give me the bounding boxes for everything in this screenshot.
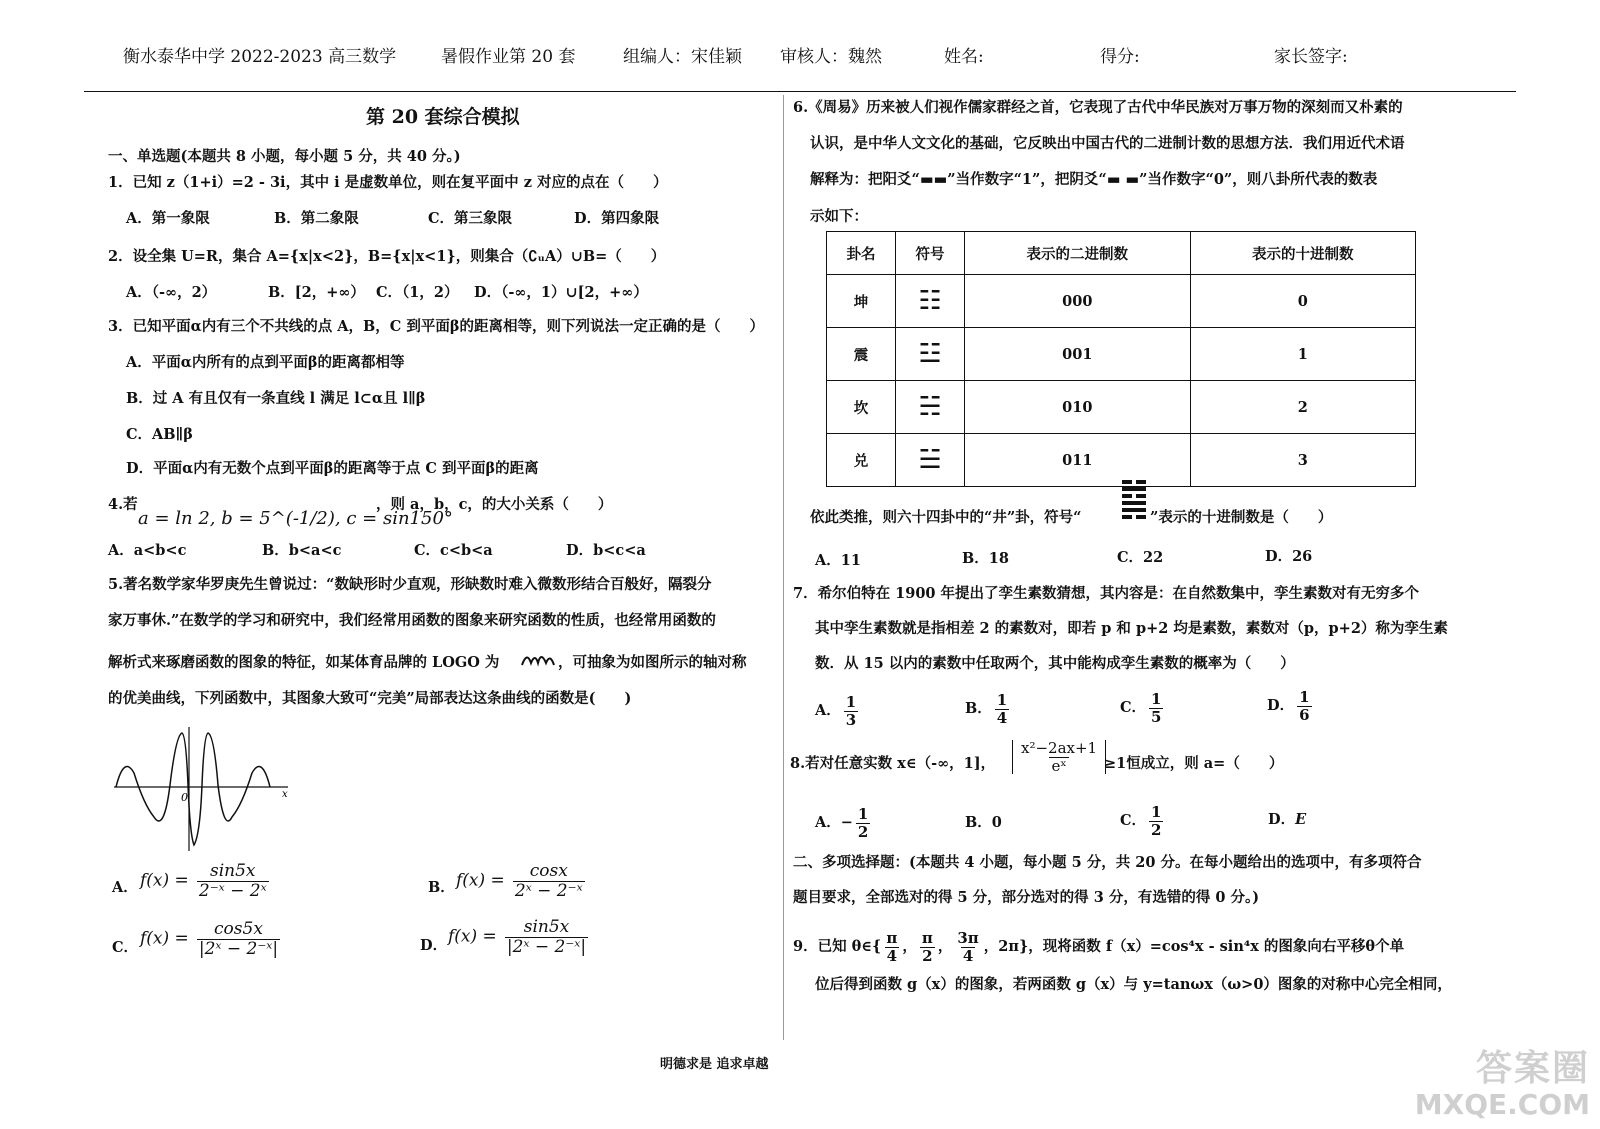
page-footer-motto: 明德求是 追求卓越 — [660, 1057, 769, 1072]
bagua-table — [826, 231, 1416, 487]
question-3: 3．已知平面α内有三个不共线的点 A，B，C 到平面β的距离相等，则下列说法一定正确的是（ ） — [108, 318, 765, 335]
question-7-line-2: 其中孪生素数就是指相差 2 的素数对，即若 p 和 p+2 均是素数，素数对（p，p+2）称为孪生素 — [815, 620, 1448, 637]
q5-option-d-label: D． — [420, 937, 448, 954]
q3-option-d: D．平面α内有无数个点到平面β的距离等于点 C 到平面β的距离 — [126, 460, 539, 477]
q4-option-a: A．a<b<c — [108, 542, 187, 559]
gua-binary: 000 — [965, 275, 1190, 328]
question-4-prefix: 4.若 — [108, 496, 138, 513]
assignment-label: 暑假作业第 20 套 — [441, 47, 576, 67]
q1-option-d: D．第四象限 — [574, 210, 660, 227]
q1-option-c: C．第三象限 — [428, 210, 513, 227]
section-multi-choice-line-1: 二、多项选择题：(本题共 4 小题，每小题 5 分，共 20 分。在每小题给出的选项中，有多项符合 — [793, 854, 1422, 871]
page-title: 第 20 套综合模拟 — [366, 106, 520, 128]
parent-signature-label: 家长签字: — [1274, 47, 1348, 67]
q4-option-d: D．b<c<a — [566, 542, 646, 559]
question-5-line-2: 家万事休.”在数学的学习和研究中，我们经常用函数的图象来研究函数的性质，也经常用函数的 — [108, 612, 716, 629]
watermark: 答案圈 MXQE.COM — [1414, 1048, 1590, 1121]
page-header — [0, 38, 1600, 68]
question-8-abs-fraction: $\frac{\text{x²−2ax+1}}{\text{eˣ}}$ — [1012, 740, 1106, 774]
q5-option-d: f(x) = $\frac{\sin 5x}{\text{|2ˣ − 2⁻ˣ|}}$ — [448, 917, 587, 957]
question-6-line-2: 认识，是中华人文文化的基础，它反映出中国古代的二进制计数的思想方法．我们用近代术语 — [810, 135, 1405, 152]
gua-name: 震 — [827, 328, 896, 381]
table-header-cell: 表示的十进制数 — [1190, 232, 1415, 275]
question-5-line-3b: ，可抽象为如图所示的轴对称 — [558, 654, 747, 671]
reviewer-label: 审核人：魏然 — [780, 47, 882, 67]
q5-option-b: f(x) = $\frac{\cos x}{\text{2ˣ − 2⁻ˣ}}$ — [456, 861, 583, 901]
gua-name: 坤 — [827, 275, 896, 328]
gua-name: 坎 — [827, 381, 896, 434]
q2-option-d: D．（-∞，1）∪[2，+∞） — [474, 284, 648, 301]
q3-option-b: B．过 A 有且仅有一条直线 l 满足 l⊂α且 l∥β — [126, 390, 426, 407]
q5-option-c: f(x) = $\frac{\cos 5x}{\text{|2ˣ − 2⁻ˣ|}}$ — [140, 919, 279, 959]
school-label: 衡水泰华中学 2022-2023 高三数学 — [123, 47, 397, 67]
q8-option-b: B．0 — [965, 814, 1002, 831]
trigram-zhen-icon: ☳ — [896, 328, 965, 381]
q7-option-a: A． $\frac{1}{3}$ — [815, 693, 857, 729]
gua-binary: 010 — [965, 381, 1190, 434]
gua-binary: 011 — [965, 434, 1190, 487]
question-8-prefix: 8.若对任意实数 x∈（-∞，1]， — [790, 755, 996, 772]
q3-option-a: A．平面α内所有的点到平面β的距离都相等 — [126, 354, 405, 371]
table-row — [827, 381, 1416, 434]
table-header-row — [827, 232, 1416, 275]
gua-name: 兑 — [827, 434, 896, 487]
question-5-line-3a: 解析式来琢磨函数的图象的特征，如某体育品牌的 LOGO 为 — [108, 654, 500, 671]
trigram-dui-icon: ☱ — [896, 434, 965, 487]
question-4-suffix: ，则 a，b，c，的大小关系（ ） — [376, 496, 613, 513]
q5-option-c-label: C． — [112, 939, 139, 956]
question-6-line-1: 6.《周易》历来被人们视作儒家群经之首，它表现了古代中华民族对万事万物的深刻而又朴素的 — [793, 99, 1403, 116]
q6-option-c: C．22 — [1117, 549, 1164, 566]
origin-label: 0 — [181, 791, 188, 804]
section-multi-choice-line-2: 题目要求，全部选对的得 5 分，部分选对的得 3 分，有选错的得 0 分。) — [793, 889, 1260, 906]
table-header-cell: 卦名 — [827, 232, 896, 275]
header-divider — [84, 91, 1516, 92]
question-8-suffix: ≥1恒成立，则 a=（ ） — [1104, 755, 1284, 772]
question-7-line-3: 数．从 15 以内的素数中任取两个，其中能构成孪生素数的概率为（ ） — [815, 655, 1295, 672]
q1-option-b: B．第二象限 — [274, 210, 359, 227]
gua-decimal: 0 — [1190, 275, 1415, 328]
section-single-choice: 一、单选题(本题共 8 小题，每小题 5 分，共 40 分。) — [108, 148, 461, 165]
table-header-cell: 表示的二进制数 — [965, 232, 1190, 275]
q4-option-b: B．b<a<c — [262, 542, 342, 559]
q3-option-c: C．AB∥β — [126, 426, 193, 443]
gua-decimal: 1 — [1190, 328, 1415, 381]
question-6-line-3: 解释为：把阳爻“▬▬”当作数字“1”，把阴爻“▬ ▬”当作数字“0”，则八卦所代表的数表 — [810, 171, 1378, 188]
question-1: 1．已知 z（1+i）=2 - 3i，其中 i 是虚数单位，则在复平面中 z 对应的点在（ ） — [108, 174, 668, 191]
q5-option-a-label: A． — [112, 879, 138, 896]
question-6-tail-b: ”表示的十进制数是（ ） — [1150, 509, 1333, 526]
q8-option-d: D．E — [1268, 811, 1307, 828]
q5-curve — [116, 733, 270, 845]
hexagram-jing-icon — [1120, 478, 1148, 522]
question-6-tail-a: 依此类推，则六十四卦中的“井”卦，符号“ — [810, 509, 1082, 526]
question-2: 2．设全集 U=R，集合 A={x|x<2}，B={x|x<1}，则集合（∁ᵤA）∪B=（ ） — [108, 248, 666, 265]
question-6-line-4: 示如下： — [810, 208, 868, 225]
q6-option-a: A．11 — [815, 552, 861, 569]
question-5-line-4: 的优美曲线，下列函数中，其图象大致可“完美”局部表达这条曲线的函数是( ) — [108, 690, 632, 707]
question-5-line-1: 5.著名数学家华罗庚先生曾说过：“数缺形时少直观，形缺数时难入微数形结合百般好，隔裂分 — [108, 576, 712, 593]
q8-option-a: A．− $\frac{1}{2}$ — [815, 805, 869, 841]
q8-option-c: C． $\frac{1}{2}$ — [1120, 803, 1162, 839]
table-row — [827, 275, 1416, 328]
q4-option-c: C．c<b<a — [414, 542, 493, 559]
q5-curve-graph — [112, 725, 292, 855]
question-4-expression: a = ln 2, b = 5^(-1/2), c = sin150° — [138, 508, 453, 529]
q5-option-b-label: B． — [428, 879, 455, 896]
trigram-kan-icon: ☵ — [896, 381, 965, 434]
q2-option-a: A．（-∞，2） — [126, 284, 217, 301]
question-9-line-2: 位后得到函数 g（x）的图象，若两函数 g（x）与 y=tanωx（ω>0）图象的对称中心完全相同， — [815, 976, 1452, 993]
trigram-kun-icon: ☷ — [896, 275, 965, 328]
gua-decimal: 2 — [1190, 381, 1415, 434]
q7-option-b: B． $\frac{1}{4}$ — [965, 691, 1008, 727]
question-7-line-1: 7．希尔伯特在 1900 年提出了孪生素数猜想，其内容是：在自然数集中，孪生素数对有无穷多个 — [793, 585, 1420, 602]
q6-option-b: B．18 — [962, 550, 1009, 567]
name-field-label: 姓名: — [944, 47, 984, 67]
question-9-line-1: 9．已知 θ∈{ $\frac{\pi}{4}$ ， $\frac{\pi}{2}$ ， $\frac{3\pi}{4}$ ，2π}，现将函数 f（x）=cos⁴x - sin⁴x 的图象向右平移θ个单 — [793, 929, 1405, 965]
q2-option-b: B．[2，+∞） — [268, 284, 365, 301]
column-divider — [783, 95, 784, 1040]
editor-label: 组编人：宋佳颖 — [623, 47, 742, 67]
x-axis-label: x — [282, 789, 288, 800]
q5-option-a: f(x) = $\frac{\sin 5x}{\text{2⁻ˣ − 2ˣ}}$ — [140, 861, 267, 901]
q6-option-d: D．26 — [1265, 548, 1313, 565]
gua-decimal: 3 — [1190, 434, 1415, 487]
table-header-cell: 符号 — [896, 232, 965, 275]
q7-option-d: D． $\frac{1}{6}$ — [1267, 688, 1310, 724]
q1-option-a: A．第一象限 — [126, 210, 210, 227]
q2-option-c: C．（1，2） — [376, 284, 459, 301]
sport-logo-icon — [520, 649, 556, 669]
table-row — [827, 328, 1416, 381]
gua-binary: 001 — [965, 328, 1190, 381]
q7-option-c: C． $\frac{1}{5}$ — [1120, 690, 1162, 726]
score-field-label: 得分: — [1100, 47, 1140, 67]
